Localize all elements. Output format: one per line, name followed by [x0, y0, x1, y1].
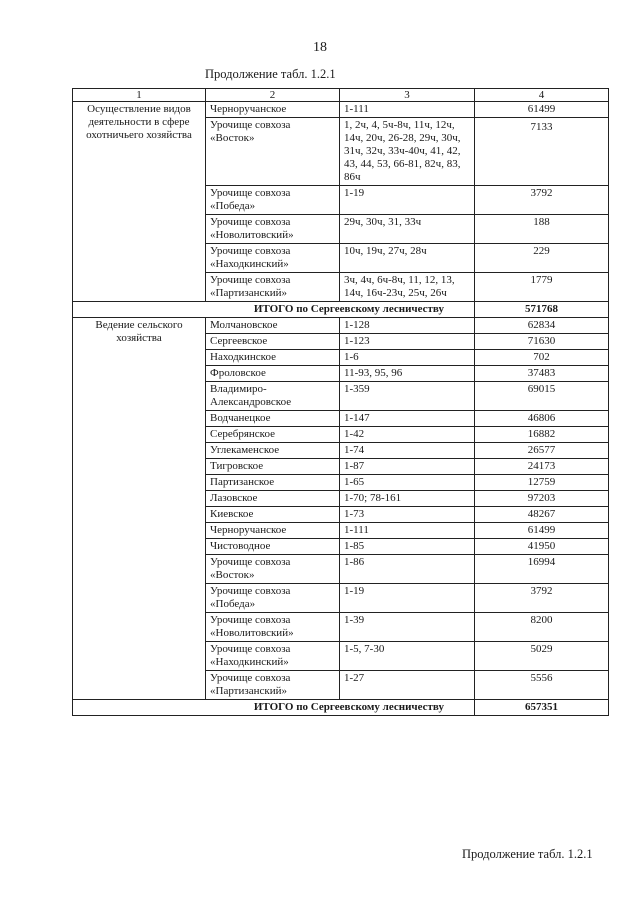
area-cell: 1779 — [475, 273, 609, 302]
quarter-numbers-cell: 29ч, 30ч, 31, 33ч — [340, 215, 475, 244]
forestry-district-cell: Урочище совхоза «Победа» — [206, 584, 340, 613]
area-cell: 3792 — [475, 584, 609, 613]
area-cell: 16994 — [475, 555, 609, 584]
quarter-numbers-cell: 1-6 — [340, 350, 475, 366]
quarter-numbers-cell: 1-359 — [340, 382, 475, 411]
quarter-numbers-cell: 1-70; 78-161 — [340, 491, 475, 507]
area-cell: 7133 — [475, 118, 609, 186]
forestry-district-cell: Урочище совхоза «Восток» — [206, 118, 340, 186]
total-value: 571768 — [475, 302, 609, 318]
forestry-district-cell: Урочище совхоза «Партизанский» — [206, 671, 340, 700]
forestry-district-cell: Черноручанское — [206, 523, 340, 539]
quarter-numbers-cell: 1-85 — [340, 539, 475, 555]
column-number: 2 — [206, 89, 340, 102]
quarter-numbers-cell: 1-39 — [340, 613, 475, 642]
area-cell: 62834 — [475, 318, 609, 334]
quarter-numbers-cell: 10ч, 19ч, 27ч, 28ч — [340, 244, 475, 273]
quarter-numbers-cell: 1-111 — [340, 523, 475, 539]
quarter-numbers-cell: 1-5, 7-30 — [340, 642, 475, 671]
forestry-district-cell: Урочище совхоза «Новолитовский» — [206, 215, 340, 244]
total-label: ИТОГО по Сергеевскому лесничеству — [73, 700, 475, 716]
area-cell: 97203 — [475, 491, 609, 507]
forestry-district-cell: Фроловское — [206, 366, 340, 382]
forestry-district-cell: Партизанское — [206, 475, 340, 491]
forestry-district-cell: Чистоводное — [206, 539, 340, 555]
area-cell: 41950 — [475, 539, 609, 555]
forest-use-table — [72, 88, 609, 716]
forestry-district-cell: Сергеевское — [206, 334, 340, 350]
quarter-numbers-cell: 1-123 — [340, 334, 475, 350]
quarter-numbers-cell: 1-73 — [340, 507, 475, 523]
activity-type-cell: Ведение сельского хозяйства — [73, 318, 206, 700]
area-cell: 26577 — [475, 443, 609, 459]
forestry-district-cell: Молчановское — [206, 318, 340, 334]
area-cell: 702 — [475, 350, 609, 366]
quarter-numbers-cell: 1-111 — [340, 102, 475, 118]
area-cell: 5556 — [475, 671, 609, 700]
total-row — [73, 302, 609, 318]
area-cell: 61499 — [475, 523, 609, 539]
area-cell: 12759 — [475, 475, 609, 491]
forestry-district-cell: Углекаменское — [206, 443, 340, 459]
total-label: ИТОГО по Сергеевскому лесничеству — [73, 302, 475, 318]
area-cell: 61499 — [475, 102, 609, 118]
forestry-district-cell: Урочище совхоза «Восток» — [206, 555, 340, 584]
area-cell: 69015 — [475, 382, 609, 411]
quarter-numbers-cell: 1-65 — [340, 475, 475, 491]
area-cell: 5029 — [475, 642, 609, 671]
area-cell: 16882 — [475, 427, 609, 443]
total-row — [73, 700, 609, 716]
area-cell: 229 — [475, 244, 609, 273]
area-cell: 24173 — [475, 459, 609, 475]
table-continuation-caption: Продолжение табл. 1.2.1 — [205, 67, 336, 81]
activity-type-cell: Осуществление видов деятельности в сфере охотничьего хозяйства — [73, 102, 206, 302]
forestry-district-cell: Урочище совхоза «Партизанский» — [206, 273, 340, 302]
forestry-district-cell: Находкинское — [206, 350, 340, 366]
forestry-district-cell: Урочище совхоза «Находкинский» — [206, 642, 340, 671]
column-number: 1 — [73, 89, 206, 102]
quarter-numbers-cell: 1-74 — [340, 443, 475, 459]
area-cell: 46806 — [475, 411, 609, 427]
forestry-district-cell: Черноручанское — [206, 102, 340, 118]
column-number: 4 — [475, 89, 609, 102]
forestry-district-cell: Тигровское — [206, 459, 340, 475]
quarter-numbers-cell: 1-87 — [340, 459, 475, 475]
column-number: 3 — [340, 89, 475, 102]
area-cell: 3792 — [475, 186, 609, 215]
area-cell: 8200 — [475, 613, 609, 642]
quarter-numbers-cell: 1-147 — [340, 411, 475, 427]
quarter-numbers-cell: 1-19 — [340, 186, 475, 215]
total-value: 657351 — [475, 700, 609, 716]
quarter-numbers-cell: 1-86 — [340, 555, 475, 584]
area-cell: 48267 — [475, 507, 609, 523]
forestry-district-cell: Киевское — [206, 507, 340, 523]
page-number: 18 — [313, 40, 327, 55]
quarter-numbers-cell: 1-42 — [340, 427, 475, 443]
forestry-district-cell: Водчанецкое — [206, 411, 340, 427]
quarter-numbers-cell: 1-128 — [340, 318, 475, 334]
area-cell: 37483 — [475, 366, 609, 382]
quarter-numbers-cell: 1-27 — [340, 671, 475, 700]
area-cell: 188 — [475, 215, 609, 244]
column-number-row — [73, 89, 609, 102]
quarter-numbers-cell: 1, 2ч, 4, 5ч-8ч, 11ч, 12ч, 14ч, 20ч, 26-28, 29ч, 30ч, 31ч, 32ч, 33ч-40ч, 41, 42, 43, 44, 53, 66-81, 82ч, 83, 86ч — [340, 118, 475, 186]
forestry-district-cell: Лазовское — [206, 491, 340, 507]
forestry-district-cell: Урочище совхоза «Новолитовский» — [206, 613, 340, 642]
quarter-numbers-cell: 1-19 — [340, 584, 475, 613]
area-cell: 71630 — [475, 334, 609, 350]
table-continuation-caption-bottom: Продолжение табл. 1.2.1 — [462, 847, 593, 861]
forestry-district-cell: Урочище совхоза «Находкинский» — [206, 244, 340, 273]
forestry-district-cell: Владимиро-Александровское — [206, 382, 340, 411]
table-row — [73, 318, 609, 334]
forestry-district-cell: Урочище совхоза «Победа» — [206, 186, 340, 215]
quarter-numbers-cell: 3ч, 4ч, 6ч-8ч, 11, 12, 13, 14ч, 16ч-23ч, 25ч, 26ч — [340, 273, 475, 302]
quarter-numbers-cell: 11-93, 95, 96 — [340, 366, 475, 382]
forestry-district-cell: Серебрянское — [206, 427, 340, 443]
table-row — [73, 102, 609, 118]
